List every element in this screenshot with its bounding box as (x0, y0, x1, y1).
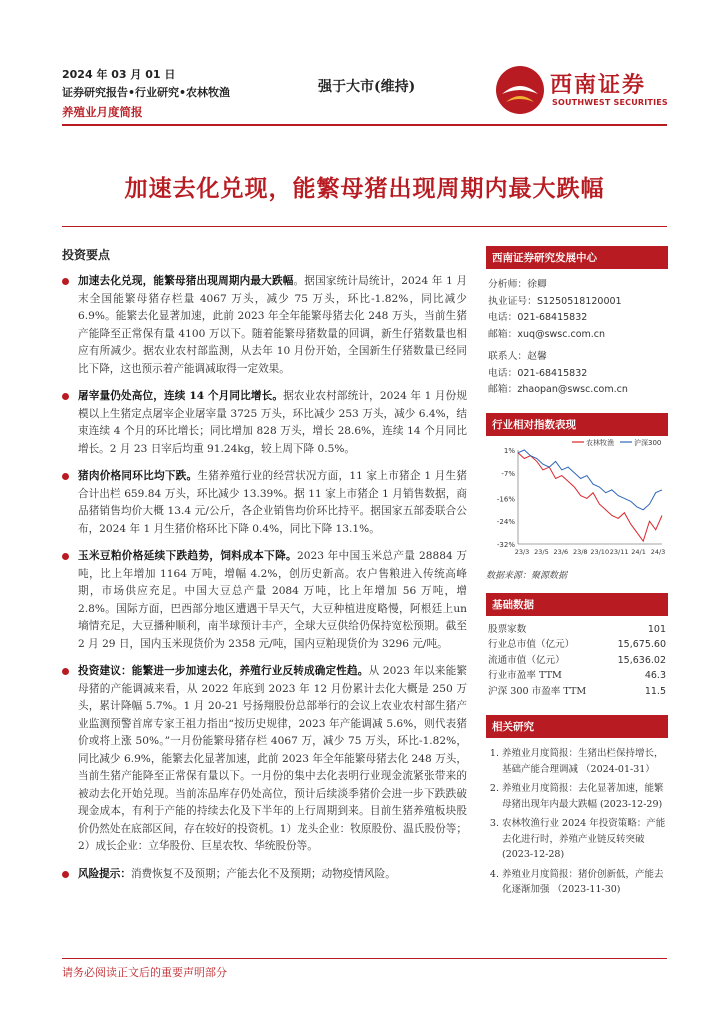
bullet-item (62, 548, 467, 653)
contact-name: 赵馨 (527, 351, 547, 362)
bullet-item (62, 468, 467, 538)
x-tick-label: 24/3 (650, 547, 666, 556)
bullet-dot-icon (62, 278, 69, 285)
basic-key: 沪深 300 市盈率 TTM (488, 685, 587, 697)
cert-label: 执业证号： (488, 295, 537, 307)
basic-value: 101 (647, 623, 666, 635)
basic-value: 15,636.02 (617, 654, 666, 666)
y-tick-label: -24% (496, 517, 515, 526)
bullet-lead: 猪肉价格同环比均下跌。 (78, 470, 198, 482)
chart-svg (486, 436, 668, 568)
bullet-item (62, 663, 467, 856)
analyst-label: 分析师： (488, 279, 528, 290)
related-research-list (486, 738, 668, 910)
bullet-dot-icon (62, 473, 69, 480)
legend-label: 农林牧渔 (586, 438, 614, 447)
bullet-item (62, 388, 467, 458)
contact-tel-label: 电话： (488, 367, 518, 379)
list-item[interactable]: 2. 养殖业月度简报：去化显著加速，能繁母猪出现年内最大跌幅 (2023-12-29) (502, 781, 666, 812)
x-tick-label: 23/10 (590, 547, 610, 556)
chart-section-title: 行业相对指数表现 (486, 413, 668, 436)
contact-label: 联系人： (488, 351, 528, 362)
y-tick-label: 1% (503, 446, 515, 455)
bullet-item (62, 866, 467, 884)
bullet-lead: 玉米豆粕价格延续下跌趋势，饲料成本下降。 (78, 550, 297, 562)
contact-tel: 021-68415832 (517, 367, 588, 379)
analyst-name: 徐卿 (527, 279, 547, 290)
x-tick-label: 23/5 (534, 547, 549, 556)
logo-text-en: SOUTHWEST SECURITIES (552, 98, 668, 107)
legend-label: 沪深300 (634, 438, 662, 447)
bullet-dot-icon (62, 553, 69, 560)
bullet-text: 生猪养殖行业的经营状况方面，11 家上市猪企 1 月生猪合计出栏 659.84 万头，环比减少 13.39%。据 11 家上市猪企 1 月销售数据，商品猪销售均价大概 13.4 元/公斤，各企业销售均价环比持平。据国家五部委联合公布，2024 年 1 月生猪价格环比下降 0.4%，同比下降 13.1%。 (78, 470, 467, 535)
research-center-title: 西南证券研究发展中心 (486, 246, 668, 269)
series-line-0 (518, 452, 662, 540)
basic-key: 流通市值（亿元） (488, 654, 565, 666)
list-item[interactable]: 4. 养殖业月度简报：猪价创新低，产能去化逐渐加强 （2023-11-30) (502, 867, 666, 898)
report-date: 2024 年 03 月 01 日 (62, 68, 176, 81)
basic-value: 46.3 (644, 670, 666, 681)
contact-mail-label: 邮箱： (488, 384, 518, 395)
relative-index-chart (486, 436, 668, 576)
x-tick-label: 23/3 (514, 547, 530, 556)
list-item[interactable]: 1. 养殖业月度简报：生猪出栏保持增长，基础产能合理调减 （2024-01-31） (502, 746, 666, 777)
x-tick-label: 24/1 (631, 547, 646, 556)
bullet-lead: 加速去化兑现，能繁母猪出现周期内最大跌幅 (78, 275, 294, 287)
basic-value: 11.5 (644, 685, 666, 697)
series-line-1 (518, 450, 662, 510)
bullet-dot-icon (62, 871, 69, 878)
list-item[interactable]: 3. 农林牧渔行业 2024 年投资策略：产能去化进行时，养殖产业链反转突破 (2023-12-28) (502, 816, 666, 863)
company-logo (494, 62, 674, 120)
chart-source: 数据来源：聚源数据 (486, 570, 568, 581)
basic-key: 行业总市值（亿元） (488, 639, 575, 650)
disclaimer-note[interactable]: 请务必阅读正文后的重要声明部分 (62, 966, 227, 979)
bullet-item (62, 273, 467, 378)
basic-data-title: 基础数据 (486, 593, 668, 616)
basic-key: 行业市盈率 TTM (488, 670, 562, 681)
cert-number: S1250518120001 (536, 295, 622, 307)
bullet-text: 2023 年中国玉米总产量 28884 万吨，比上年增加 1164 万吨，增幅 4.2%，创历史新高。农户售粮进入传统高峰期，市场供应充足。中国大豆总产量 2084 万吨，比上年增加 56 万吨，增 2.8%。国际方面，巴西部分地区遭遇干旱天气，大豆种植进度略慢，阿根廷上un 墒情充足，大豆播种顺利，南半球预计丰产，全球大豆供给仍保持宽松预期。截至 2 月 29 日，国内玉米现货价为 2358 元/吨，国内豆粕现货价为 3296 元/吨。 (78, 550, 467, 650)
bullet-text: 从 2023 年以来能繁母猪的产能调减来看，从 2022 年底到 2023 年 12 月份累计去化大概是 250 万头，累计降幅 5.7%。1 月 20-21 号扬翔股份总部举行的会议上农业农村部生猪产业监测预警首席专家王祖力指出“按历史规律，2023 年产能调减 5.6%，则代表猪价或将上涨 50%。”一月份能繁母猪存栏 4067 万，减少 75 万头，环比-1.82%，同比减少 6.9%，能繁去化显著加速，此前 2023 年全年能繁母猪去化 248 万头，当前生猪产能降至正常保有量以下。一月份的集中去化表明行业现金流紧张带来的被动去化开始兑现。当前冻品库存仍处高位，预计后续淡季猪价会进一步下跌跌破现金成本，有利于产能的持续去化及下半年的上行周期到来。目前生猪养殖板块股价仍然处在底部区间，存在较好的投资机。1）龙头企业：牧原股份、温氏股份等；2）成长企业：立华股份、巨星农牧、华统股份等。 (78, 665, 467, 852)
report-subtitle: 养殖业月度简报 (62, 105, 143, 119)
basic-value: 15,675.60 (617, 639, 666, 650)
analyst-info (486, 269, 668, 403)
bullet-text: 消费恢复不及预期；产能去化不及预期；动物疫情风险。 (130, 867, 396, 880)
related-research-title: 相关研究 (486, 715, 668, 738)
bullet-text: 。据国家统计局统计，2024 年 1 月末全国能繁母猪存栏量 4067 万头，减少 75 万头，环比-1.82%，同比减少 6.9%。能繁去化显著加速，此前 2023 年全年能繁母猪去化 248 万头，当前生猪产能降至正常保有量 4100 万以下。随着能繁母猪数量的回调，新生仔猪数量也相应有所减少。据农业农村部监测，从去年 10 月份开始，全国新生仔猪数量已经同比下降，这也预示着产能调减取得一定效果。 (78, 275, 467, 375)
analyst-email[interactable]: xuq@swsc.com.cn (517, 328, 606, 340)
x-tick-label: 23/6 (553, 547, 569, 556)
header-divider (62, 124, 667, 126)
sidebar (486, 246, 668, 910)
report-title: 加速去化兑现，能繁母猪出现周期内最大跌幅 (124, 175, 605, 202)
table-row (488, 637, 666, 653)
industry-rating: 强于大市(维持) (318, 79, 416, 95)
bullet-lead: 风险提示： (78, 867, 131, 880)
report-category: 证券研究报告•行业研究•农林牧渔 (62, 86, 231, 99)
investment-highlights (62, 246, 467, 893)
bullet-text: 据农业农村部统计，2024 年 1 月份规模以上生猪定点屠宰企业屠宰量 3725 万头，环比减少 253 万头，减少 6.4%，结束连续 4 个月的环比增长；同比增加 828 万头，增长 28.6%，连续 14 个月同比增长。2 月 23 日宰后均重 91.24kg，较上周下降 0.5%。 (78, 390, 467, 455)
contact-email[interactable]: zhaopan@swsc.com.cn (517, 384, 628, 395)
bullet-lead: 投资建议：能繁进一步加速去化，养殖行业反转成确定性趋。 (78, 665, 369, 677)
bullet-dot-icon (62, 393, 69, 400)
table-row (488, 668, 666, 684)
basic-data-table (486, 616, 668, 704)
mail-label: 邮箱： (488, 328, 518, 340)
bullet-lead: 屠宰量仍处高位，连续 14 个月同比增长。 (78, 390, 284, 402)
x-tick-label: 23/8 (572, 547, 588, 556)
table-row (488, 622, 666, 638)
analyst-tel: 021-68415832 (517, 312, 588, 323)
tel-label: 电话： (488, 312, 518, 323)
highlights-heading: 投资要点 (62, 248, 111, 262)
title-divider (62, 226, 667, 227)
logo-text-cn: 西南证券 (550, 72, 647, 98)
y-tick-label: -32% (496, 540, 515, 549)
table-row (488, 684, 666, 700)
y-tick-label: -7% (501, 469, 515, 478)
logo-emblem-icon (494, 64, 546, 116)
x-tick-label: 23/11 (609, 547, 629, 556)
footer-divider (62, 958, 667, 959)
table-row (488, 653, 666, 669)
y-tick-label: -16% (496, 494, 515, 503)
bullet-dot-icon (62, 668, 69, 675)
basic-key: 股票家数 (488, 623, 527, 635)
